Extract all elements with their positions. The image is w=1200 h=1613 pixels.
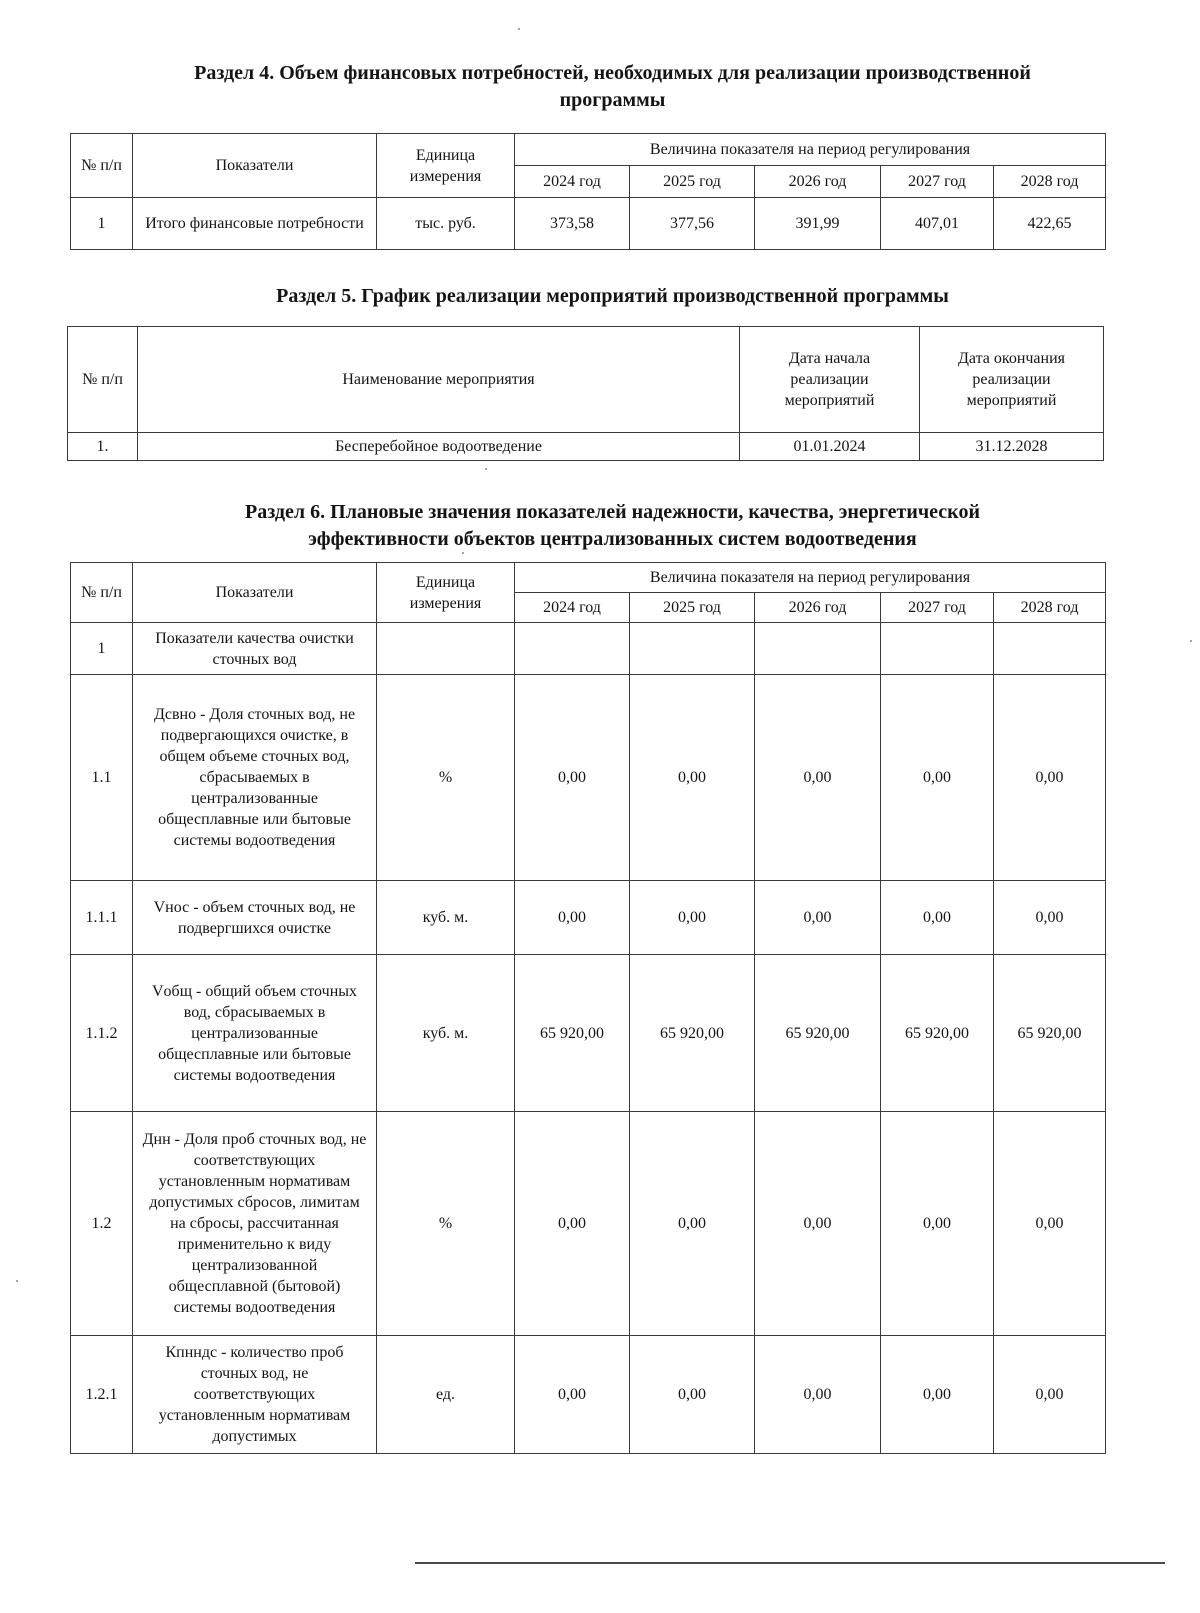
row-value: 65 920,00: [755, 955, 881, 1112]
row-indicator: Vнос - объем сточных вод, не подвергшихся очистке: [133, 881, 377, 955]
row-activity: Бесперебойное водоотведение: [138, 433, 740, 461]
row-value: 0,00: [881, 881, 994, 955]
row-value: 0,00: [881, 675, 994, 881]
table-row: [71, 955, 1106, 1112]
row-value: 373,58: [515, 198, 630, 250]
row-num: 1.1.2: [71, 955, 133, 1112]
row-num: 1.2: [71, 1112, 133, 1336]
row-unit: %: [377, 675, 515, 881]
row-value: [994, 623, 1106, 675]
table-row: [71, 675, 1106, 881]
scan-speck: [1190, 640, 1192, 642]
header-year: 2026 год: [755, 166, 881, 198]
header-start-date: Дата начала реализации мероприятий: [740, 327, 920, 433]
row-value: 0,00: [515, 1112, 630, 1336]
financial-needs-table: [70, 133, 1106, 250]
header-year: 2025 год: [630, 166, 755, 198]
section-4-heading: [95, 60, 1130, 114]
row-value: 0,00: [630, 1112, 755, 1336]
header-indicator: Показатели: [133, 563, 377, 623]
table-row: [68, 433, 1104, 461]
scan-speck: [16, 1280, 18, 1282]
row-indicator: Итого финансовые потребности: [133, 198, 377, 250]
row-value: 0,00: [881, 1336, 994, 1454]
row-value: 65 920,00: [515, 955, 630, 1112]
row-value: 0,00: [515, 675, 630, 881]
reliability-indicators-table: [70, 562, 1106, 1454]
row-unit: %: [377, 1112, 515, 1336]
row-value: 407,01: [881, 198, 994, 250]
table-row: [71, 198, 1106, 250]
schedule-table: [67, 326, 1104, 461]
header-period: Величина показателя на период регулирования: [515, 563, 1106, 593]
row-value: 391,99: [755, 198, 881, 250]
row-num: 1.: [68, 433, 138, 461]
row-num: 1: [71, 198, 133, 250]
section-4-heading-line-1: Раздел 4. Объем финансовых потребностей, необходимых для реализации производственной: [194, 62, 1031, 84]
section-4-heading-line-2: программы: [559, 89, 666, 111]
table-row: [71, 1336, 1106, 1454]
row-value: 0,00: [755, 1336, 881, 1454]
row-value: 0,00: [994, 675, 1106, 881]
header-year: 2027 год: [881, 166, 994, 198]
header-num: № п/п: [68, 327, 138, 433]
row-value: 0,00: [755, 1112, 881, 1336]
scan-speck: [485, 468, 487, 470]
header-year: 2028 год: [994, 166, 1106, 198]
row-num: 1.2.1: [71, 1336, 133, 1454]
header-year: 2026 год: [755, 593, 881, 623]
row-indicator: Показатели качества очистки сточных вод: [133, 623, 377, 675]
row-indicator: Дсвно - Доля сточных вод, не подвергающихся очистке, в общем объеме сточных вод, сбрасываемых в централизованные общесплавные или бытовые системы водоотведения: [133, 675, 377, 881]
scan-speck: [518, 28, 520, 30]
row-value: [515, 623, 630, 675]
section-6-heading-line-1: Раздел 6. Плановые значения показателей надежности, качества, энергетической: [245, 501, 980, 523]
header-year: 2027 год: [881, 593, 994, 623]
header-period: Величина показателя на период регулирования: [515, 134, 1106, 166]
row-start-date: 01.01.2024: [740, 433, 920, 461]
scan-edge-line: [415, 1562, 1165, 1564]
row-num: 1.1.1: [71, 881, 133, 955]
row-indicator: Днн - Доля проб сточных вод, не соответствующих установленным нормативам допустимых сбросов, лимитам на сбросы, рассчитанная применительно к виду централизованной общесплавной (бытовой) системы водоотведения: [133, 1112, 377, 1336]
header-unit: Единица измерения: [377, 563, 515, 623]
header-num: № п/п: [71, 134, 133, 198]
section-6-heading-line-2: эффективности объектов централизованных систем водоотведения: [308, 528, 917, 550]
row-indicator: Кпнндс - количество проб сточных вод, не соответствующих установленным нормативам допустимых: [133, 1336, 377, 1454]
section-6-heading: [95, 499, 1130, 553]
row-value: [881, 623, 994, 675]
header-year: 2024 год: [515, 593, 630, 623]
row-value: 65 920,00: [630, 955, 755, 1112]
scan-speck: [462, 552, 464, 554]
row-value: 65 920,00: [994, 955, 1106, 1112]
row-indicator: Vобщ - общий объем сточных вод, сбрасываемых в централизованные общесплавные или бытовые системы водоотведения: [133, 955, 377, 1112]
row-value: 0,00: [994, 881, 1106, 955]
header-num: № п/п: [71, 563, 133, 623]
header-activity: Наименование мероприятия: [138, 327, 740, 433]
header-year: 2025 год: [630, 593, 755, 623]
header-year: 2028 год: [994, 593, 1106, 623]
row-value: 0,00: [630, 1336, 755, 1454]
row-num: 1.1: [71, 675, 133, 881]
row-value: 422,65: [994, 198, 1106, 250]
row-end-date: 31.12.2028: [920, 433, 1104, 461]
table-row: [71, 881, 1106, 955]
row-unit: ед.: [377, 1336, 515, 1454]
row-value: 0,00: [881, 1112, 994, 1336]
row-value: 0,00: [755, 881, 881, 955]
header-end-date: Дата окончания реализации мероприятий: [920, 327, 1104, 433]
row-value: 0,00: [630, 881, 755, 955]
row-value: [755, 623, 881, 675]
table-row: [71, 1112, 1106, 1336]
row-unit: тыс. руб.: [377, 198, 515, 250]
header-year: 2024 год: [515, 166, 630, 198]
row-value: 0,00: [994, 1336, 1106, 1454]
row-unit: куб. м.: [377, 955, 515, 1112]
row-value: 377,56: [630, 198, 755, 250]
table-row: [71, 623, 1106, 675]
section-5-heading: Раздел 5. График реализации мероприятий производственной программы: [276, 285, 949, 307]
row-value: 0,00: [755, 675, 881, 881]
row-value: [630, 623, 755, 675]
row-unit: [377, 623, 515, 675]
header-indicator: Показатели: [133, 134, 377, 198]
row-value: 0,00: [630, 675, 755, 881]
row-unit: куб. м.: [377, 881, 515, 955]
row-value: 0,00: [515, 881, 630, 955]
row-value: 0,00: [994, 1112, 1106, 1336]
row-value: 0,00: [515, 1336, 630, 1454]
row-value: 65 920,00: [881, 955, 994, 1112]
row-num: 1: [71, 623, 133, 675]
header-unit: Единица измерения: [377, 134, 515, 198]
